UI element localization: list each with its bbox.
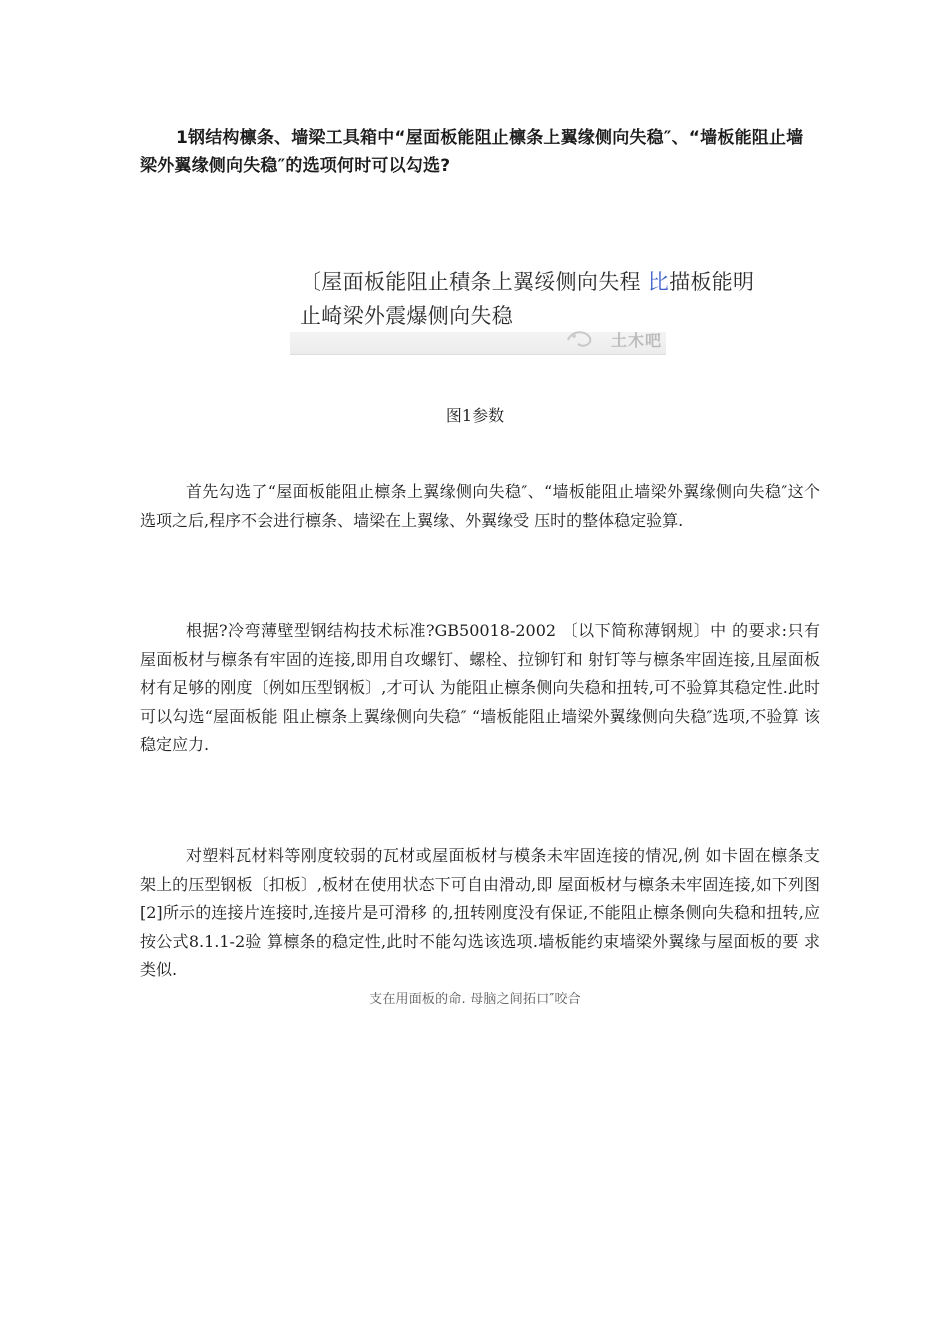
figure-bottom-bar — [290, 332, 666, 355]
figure-highlight-char: 比 — [647, 270, 670, 294]
figure-caption: 图1参数 — [445, 406, 505, 425]
figure-watermark: 土木吧 — [610, 331, 662, 350]
figure-option-line-2: 止崎梁外震爆侧向失稳 — [300, 304, 513, 328]
paragraph-1: 首先勾选了“屋面板能阻止檩条上翼缘侧向失稳″、“墙板能阻止墙梁外翼缘侧向失稳″这个选项之后,程序不会进行檩条、墙梁在上翼缘、外翼缘受 压时的整体稳定验算. — [140, 482, 820, 530]
figure-option-line-1 — [300, 266, 754, 296]
paragraph-3: 对塑料瓦材料等刚度较弱的瓦材或屋面板材与模条未牢固连接的情况,例 如卡固在檩条支架上的压型钢板〔扣板〕,板材在使用状态下可自由滑动,即 屋面板材与檩条未牢固连接,如下列图[2]所示的连接片连接时,连接片是可滑移 的,扭转刚度没有保证,不能阻止檩条侧向失稳和扭转,应按公式8.1.1-2验 算檩条的稳定性,此时不能勾选该选项.墙板能约束墙梁外翼缘与屋面板的要 求类似. — [140, 846, 820, 979]
watermark-swirl-icon — [564, 326, 598, 350]
parameter-figure — [290, 262, 755, 368]
figure-option-text: 〔屋面板能阻止積条上翼绥侧向失程 — [300, 270, 641, 294]
question-heading: 1钢结构檩条、墙梁工具箱中“屋面板能阻止檩条上翼缘侧向失稳″、“墙板能阻止墙梁外翼缘侧向失稳″的选项何时可以勾选? — [140, 128, 804, 176]
figure-option-tail: 描板能明 — [669, 270, 755, 294]
footer-note: 支在用面板的命. 母脑之间拓口″咬合 — [369, 992, 581, 1007]
paragraph-2: 根据?冷弯薄壁型钢结构技术标准?GB50018-2002 〔以下简称薄钢规〕中 的要求:只有屋面板材与檩条有牢固的连接,即用自攻螺钉、螺栓、拉铆钉和 射钉等与檩条牢固连接,且屋面板材有足够的刚度〔例如压型钢板〕,才可认 为能阻止檩条侧向失稳和扭转,可不验算其稳定性.此时可以勾选“屋面板能 阻止檩条上翼缘侧向失稳″ “墙板能阻止墙梁外翼缘侧向失稳″选项,不验算 该稳定应力. — [140, 621, 820, 754]
